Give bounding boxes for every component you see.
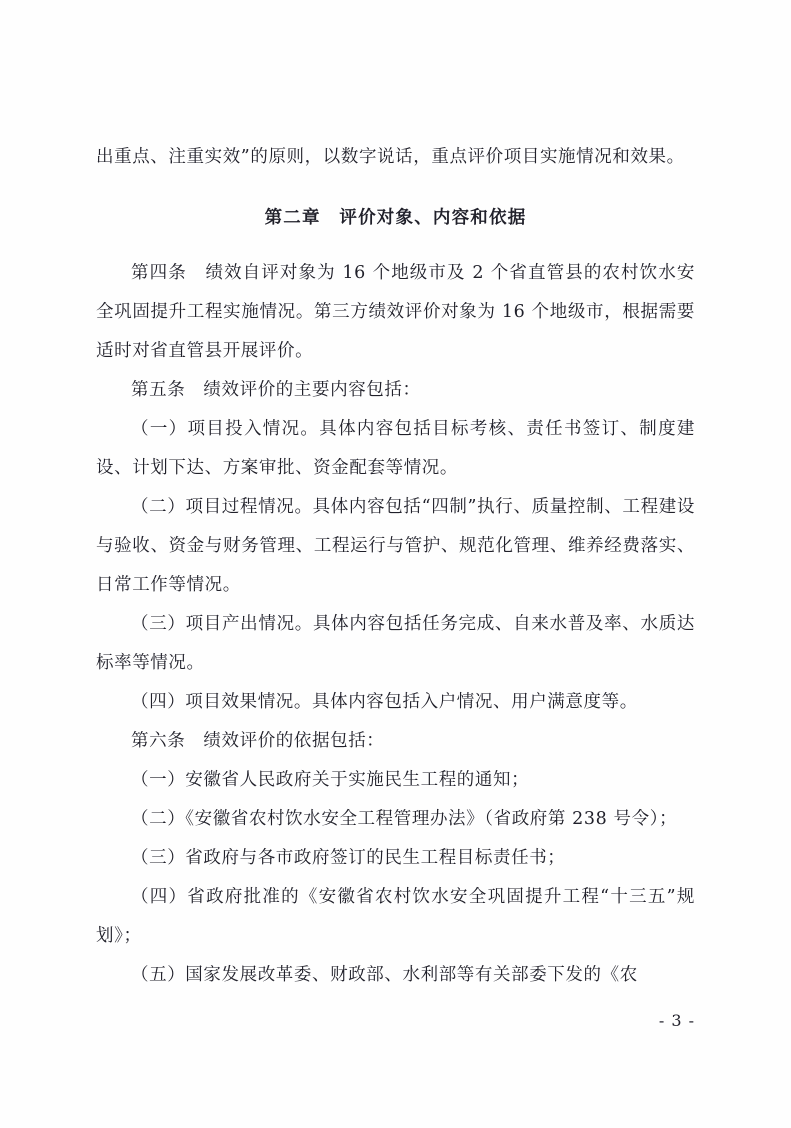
article-6-item-1: （一）安徽省人民政府关于实施民生工程的通知； <box>131 770 530 790</box>
spacer <box>96 177 695 199</box>
document-body <box>96 138 695 995</box>
page-number: - 3 - <box>658 1011 695 1030</box>
article-6-item-4: （四）省政府批准的《安徽省农村饮水安全巩固提升工程“十三五”规划》； <box>96 887 695 946</box>
spacer <box>96 238 695 254</box>
article-5: 第五条 绩效评价的主要内容包括： <box>131 380 421 400</box>
article-6: 第六条 绩效评价的依据包括： <box>131 731 385 751</box>
article-5-item-4: （四）项目效果情况。具体内容包括入户情况、用户满意度等。 <box>131 692 638 712</box>
paragraph-continuation: 出重点、注重实效”的原则，以数字说话，重点评价项目实施情况和效果。 <box>96 147 685 167</box>
article-5-item-3: （三）项目产出情况。具体内容包括任务完成、自来水普及率、水质达标率等情况。 <box>96 614 695 673</box>
article-5-item-2: （二）项目过程情况。具体内容包括“四制”执行、质量控制、工程建设与验收、资金与财务管理、工程运行与管护、规范化管理、维养经费落实、日常工作等情况。 <box>96 497 695 595</box>
article-6-item-5: （五）国家发展改革委、财政部、水利部等有关部委下发的《农 <box>131 965 638 985</box>
article-5-item-1: （一）项目投入情况。具体内容包括目标考核、责任书签订、制度建设、计划下达、方案审批、资金配套等情况。 <box>96 419 695 478</box>
article-6-item-3: （三）省政府与各市政府签订的民生工程目标责任书； <box>131 848 566 868</box>
article-4: 第四条 绩效自评对象为 16 个地级市及 2 个省直管县的农村饮水安全巩固提升工程实施情况。第三方绩效评价对象为 16 个地级市，根据需要适时对省直管县开展评价。 <box>96 263 695 361</box>
article-6-item-2: （二）《安徽省农村饮水安全工程管理办法》（省政府第 238 号令）； <box>131 809 678 829</box>
section-heading: 第二章 评价对象、内容和依据 <box>264 208 527 228</box>
